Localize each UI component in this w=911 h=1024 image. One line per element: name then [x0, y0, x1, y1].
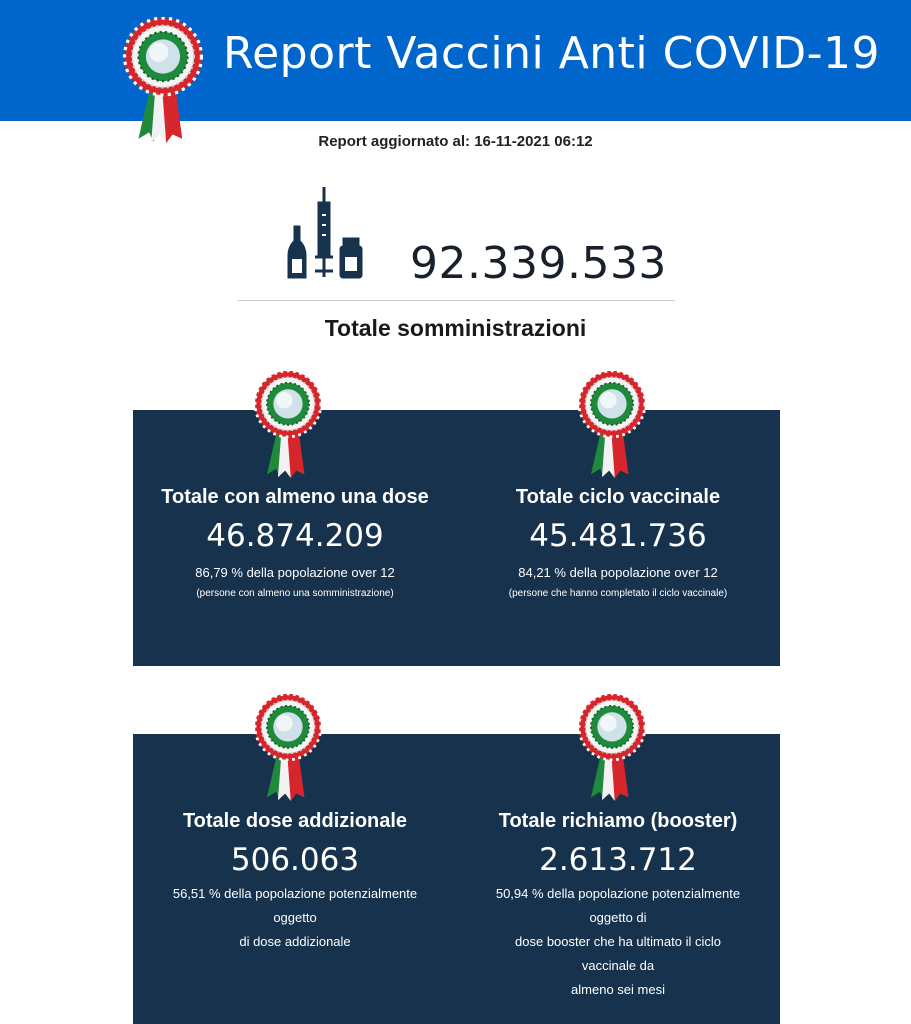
- card-percentage: 84,21 % della popolazione over 12: [518, 565, 718, 580]
- card-ciclo-vaccinale: [458, 484, 778, 603]
- card-description: 50,94 % della popolazione potenzialmente oggetto di dose booster che ha ultimato il ciclo vaccinale da almeno sei mesi: [495, 886, 741, 997]
- card-value: 2.613.712: [539, 842, 697, 878]
- card-title: Totale con almeno una dose: [161, 486, 429, 508]
- card-value: 506.063: [230, 842, 360, 878]
- card-note: (persone che hanno completato il ciclo vaccinale): [508, 588, 728, 599]
- card-title: Totale dose addizionale: [182, 810, 408, 832]
- cockade-icon: [121, 17, 205, 143]
- card-dose-addizionale: [135, 808, 455, 954]
- card-almeno-una-dose: [135, 484, 455, 603]
- page-title: Report Vaccini Anti COVID-19: [223, 28, 881, 79]
- divider: [238, 300, 675, 301]
- total-administrations-value: 92.339.533: [410, 238, 667, 289]
- vaccine-icon: [283, 185, 365, 285]
- card-title: Totale ciclo vaccinale: [515, 486, 721, 508]
- report-updated-text: Report aggiornato al: 16-11-2021 06:12: [318, 133, 593, 150]
- card-value: 45.481.736: [529, 518, 707, 554]
- total-administrations-label: Totale somministrazioni: [324, 315, 587, 341]
- cockade-icon: [576, 693, 648, 801]
- card-richiamo-booster: [458, 808, 778, 1002]
- card-note: (persone con almeno una somministrazione): [196, 588, 394, 599]
- card-title: Totale richiamo (booster): [498, 810, 738, 832]
- cockade-icon: [576, 370, 648, 478]
- card-percentage: 86,79 % della popolazione over 12: [195, 565, 395, 580]
- cockade-icon: [252, 693, 324, 801]
- cockade-icon: [252, 370, 324, 478]
- card-value: 46.874.209: [206, 518, 384, 554]
- card-description: 56,51 % della popolazione potenzialmente oggetto di dose addizionale: [172, 886, 418, 949]
